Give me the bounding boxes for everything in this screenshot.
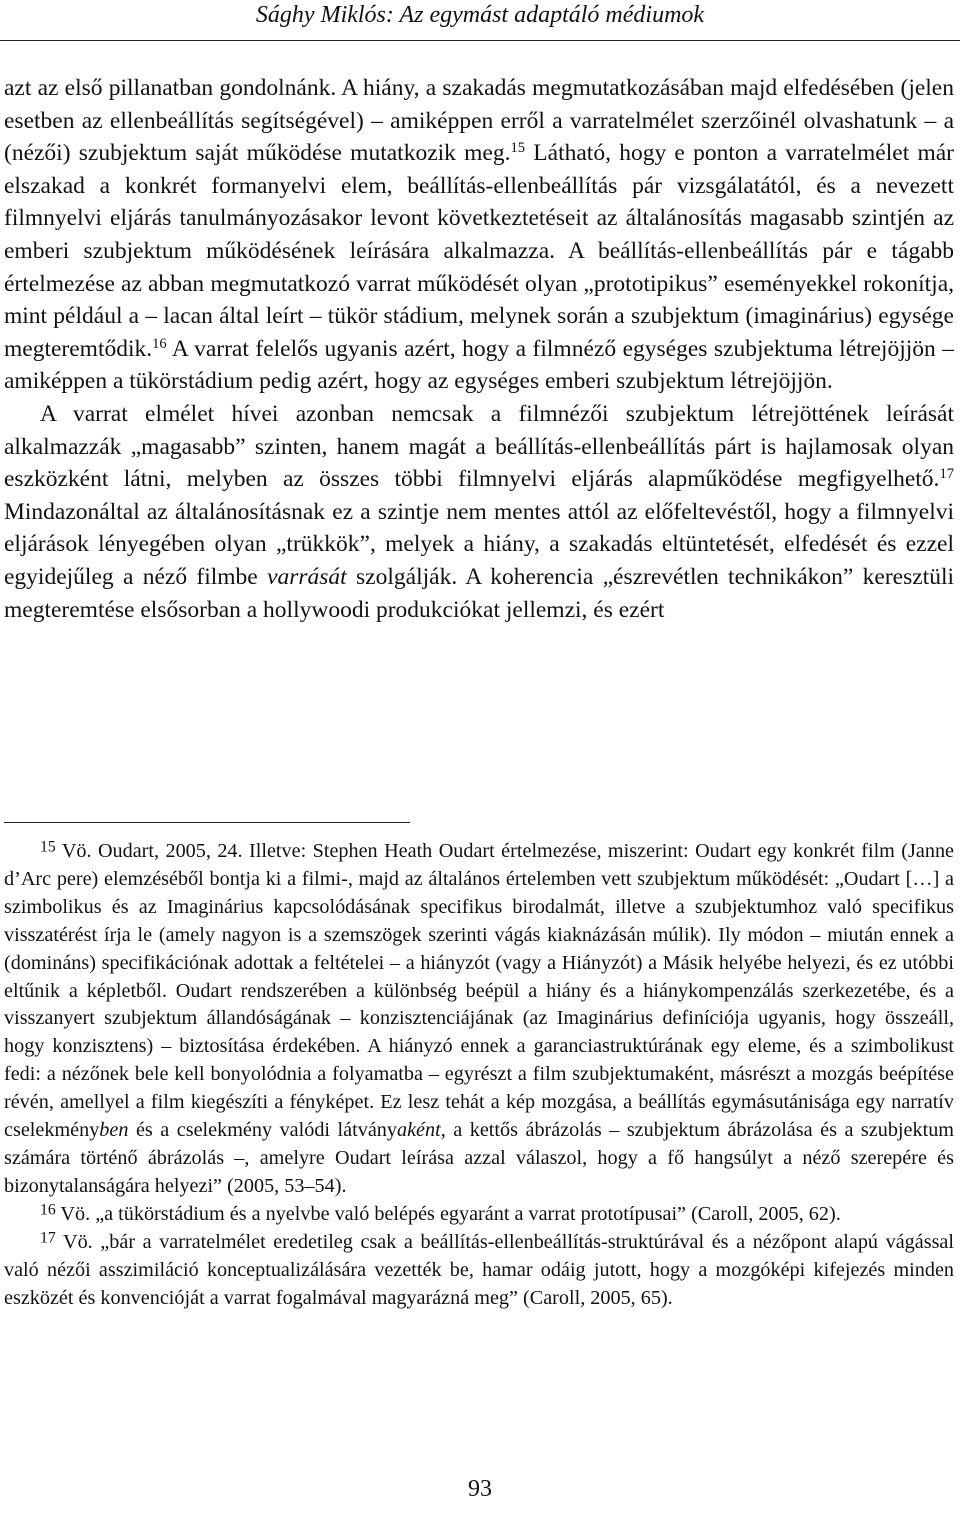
footnote-16-text: Vö. „a tükörstádium és a nyelvbe való belépés egyaránt a varrat prototípusai” (Caroll, 2005, 62). xyxy=(55,1202,841,1225)
page-number: 93 xyxy=(468,1476,492,1502)
paragraph-2 xyxy=(4,398,954,626)
footnote-15-number: 15 xyxy=(40,838,56,856)
footnote-17-number: 17 xyxy=(40,1229,56,1247)
paragraph-2-part-a: A varrat elmélet hívei azonban nemcsak a filmnézői szubjektum létrejöttének leírását alkalmazzák „magasabb” szinten, hanem magát a beállítás-ellenbeállítás párt is hajlamosak olyan eszközként látni, melyben az összes többi filmnyelvi eljárás alapműködése megfigyelhető. xyxy=(4,400,954,493)
footnote-15-text-b: és a cselekmény valódi látvány xyxy=(128,1119,397,1142)
footnote-15-italic-1: ben xyxy=(99,1119,129,1142)
main-text xyxy=(4,72,954,626)
footnote-ref-15[interactable]: 15 xyxy=(510,140,526,157)
paragraph-1 xyxy=(4,72,954,398)
running-title: Sághy Miklós: Az egymást adaptáló médiumok xyxy=(255,2,705,28)
footnote-15-text-c: , a kettős ábrázolás – szubjektum ábrázolása és a szubjektum számára történő ábrázolás –, amelyre Oudart leírása azzal válaszol, hogy a fő hangsúlyt a néző szerepére és bizonytalanságára helyezi” (2005, 53–54). xyxy=(4,1119,954,1197)
footnote-17 xyxy=(4,1229,954,1313)
footnote-separator xyxy=(4,822,410,823)
footnote-15-text-a: Vö. Oudart, 2005, 24. Illetve: Stephen Heath Oudart értelmezése, miszerint: Oudart egy konkrét film (Janne d’Arc pere) elemzéséből bontja ki a filmi-, majd az általános értelemben vett szubjektum működését: „Oudart […] a szimbolikus és az Imaginárius kapcsolódásának specifikus birodalmát, illetve a szubjektumhoz való specifikus visszatérést írja le (amely nagyon is a szemszögek szerinti vágás kiaknázásán múlik). Ily módon – miután ennek a (domináns) specifikációnak adottak a feltételei – a hiányzót (vagy a Hiányzót) a Másik helyébe helyezi, és ez utóbbi eltűnik a képletből. Oudart rendszerében a különbség beépül a hiány és a hiánykompenzálás szerkezetébe, és a visszanyert szubjektum állandóságának – konzisztenciájának (az Imaginárius definíciója ugyanis, hogy összeáll, hogy konzisztens) – biztosítása érdekében. A hiányzó ennek a garanciastruktúrának egy eleme, és a szimbolikust fedi: a nézőnek bele kell bonyolódnia a folyamatba – egyrészt a film szubjektumaként, másrészt a mozgás beépítése révén, amellyel a film kiegészíti a fényképet. Ez lesz tehát a kép mozgása, a beállítás egymásutánisága egy narratív cselekmény xyxy=(4,840,954,1142)
footnote-ref-17[interactable]: 17 xyxy=(939,466,954,483)
footnote-ref-16[interactable]: 16 xyxy=(152,335,167,352)
paragraph-2-part-b: Mindazonáltal az általánosításnak ez a szintje nem mentes attól az előfeltevéstől, hogy a filmnyelvi eljárások lényegében olyan „trükkök”, melyek a hiány, a szakadás eltüntetését, elfedését és ezzel egyidejűleg a néző filmbe xyxy=(4,498,954,590)
footnote-16 xyxy=(4,1201,954,1229)
paragraph-1-part-c: A varrat felelős ugyanis azért, hogy a filmnéző egységes szubjektuma létrejöjjön – amiképpen a tükörstádium pedig azért, hogy az egységes emberi szubjektum létrejöjjön. xyxy=(4,335,954,395)
footnote-15 xyxy=(4,838,954,1201)
paragraph-2-part-c: szolgálják. A koherencia „észrevétlen technikákon” keresztüli megteremtése elsősorban a hollywoodi produkciókat jellemzi, és ezért xyxy=(4,563,955,623)
footnote-15-italic-2: aként xyxy=(396,1119,441,1142)
paragraph-1-part-a: azt az első pillanatban gondolnánk. A hiány, a szakadás megmutatkozásában majd elfedésében (jelen esetben az ellenbeállítás segítségével) – amiképpen erről a varratelmélet szerzőinél olvashatunk – a (nézői) szubjektum saját működése mutatkozik meg. xyxy=(4,75,954,167)
footnote-17-text: Vö. „bár a varratelmélet eredetileg csak a beállítás-ellenbeállítás-struktúrával és a nézőpont alapú vágással való nézői asszimiláció konceptualizálására vezették be, hamar odáig jutott, hogy a mozgóképi kifejezés minden eszközét és konvencióját a varrat fogalmával magyarázná meg” (Caroll, 2005, 65). xyxy=(4,1230,954,1309)
footnotes xyxy=(4,838,954,1312)
paragraph-1-part-b: Látható, hogy e ponton a varratelmélet már elszakad a konkrét formanyelvi elem, beállítás-ellenbeállítás pár vizsgálatától, és a nevezett filmnyelvi eljárás tanulmányozásakor levont következtetéseit az általánosítás magasabb szintjén az emberi szubjektum működésének leírására alkalmazza. A beállítás-ellenbeállítás pár e tágabb értelmezése az abban megmutatkozó varrat működését olyan „prototipikus” eseményekkel rokonítja, mint például a – lacan által leírt – tükör stádium, melynek során a szubjektum (imaginárius) egysége megteremtődik. xyxy=(4,140,955,362)
header-rule xyxy=(0,40,960,41)
footnote-16-number: 16 xyxy=(40,1201,56,1219)
paragraph-2-italic: varrását xyxy=(267,563,347,590)
